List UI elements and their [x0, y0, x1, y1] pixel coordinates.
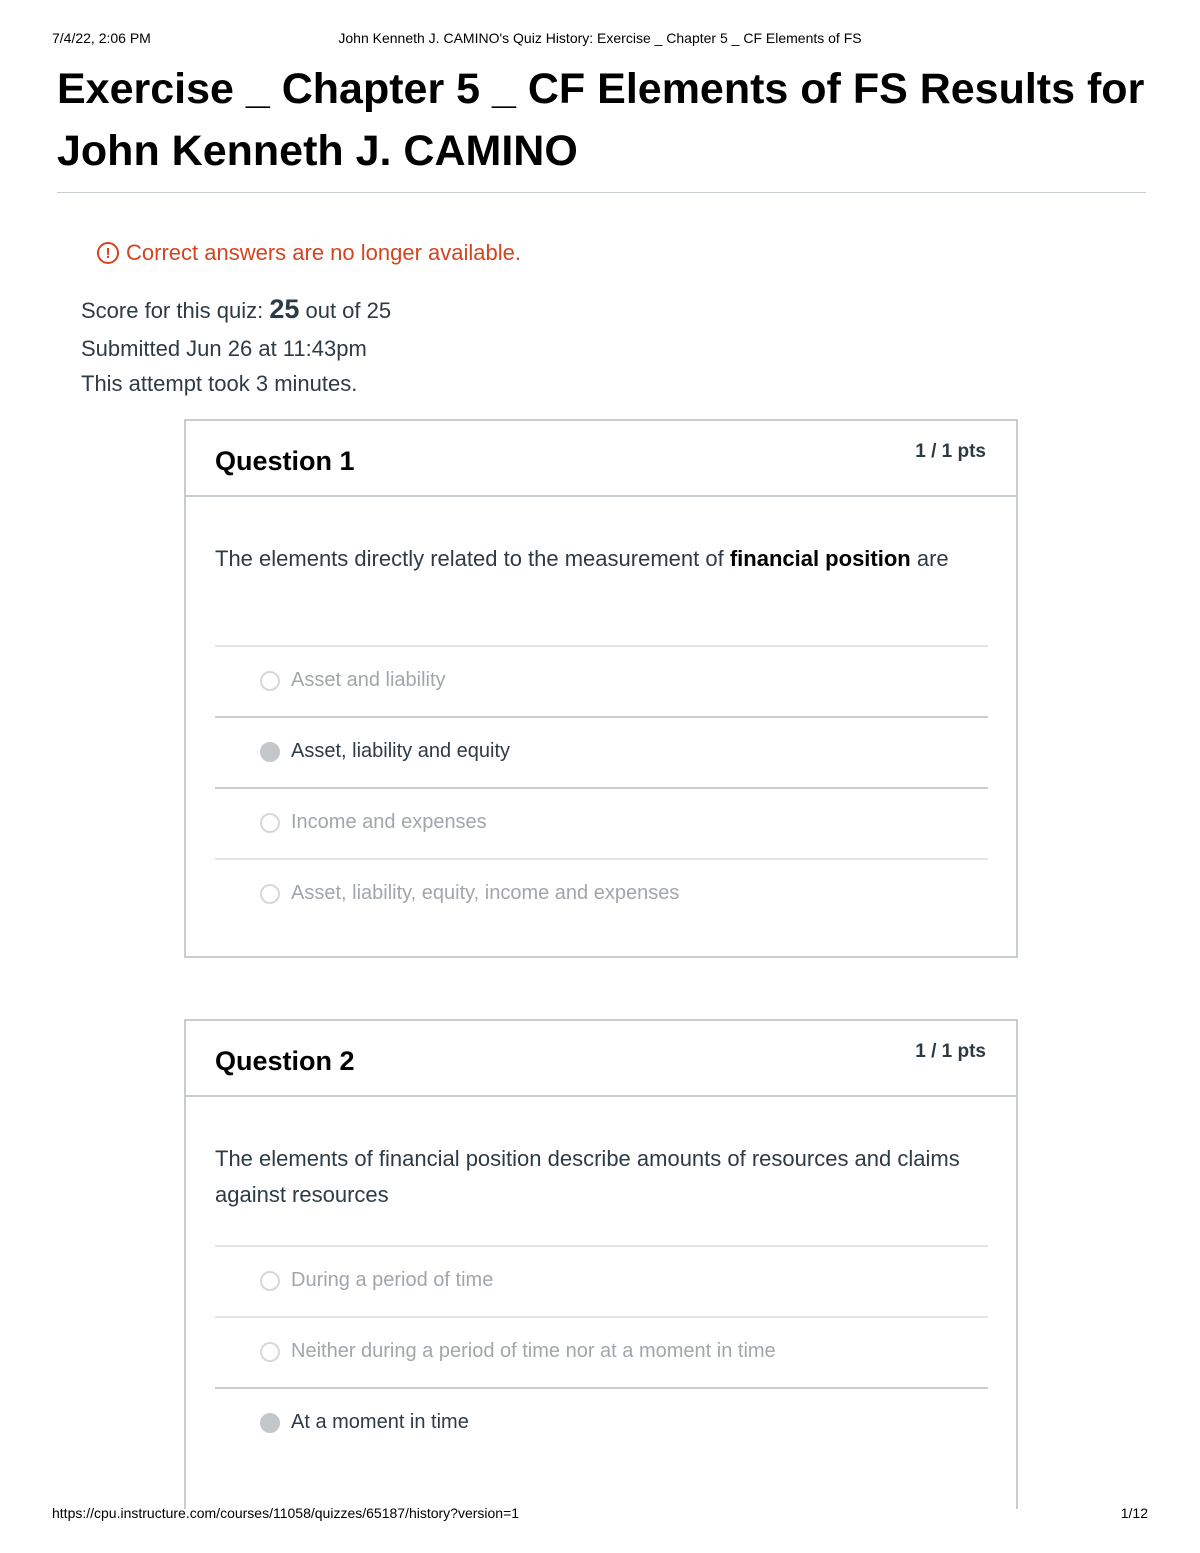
- answer-option[interactable]: [215, 1316, 988, 1387]
- answer-option[interactable]: [215, 1245, 988, 1316]
- submitted-time: Submitted Jun 26 at 11:43pm: [81, 336, 367, 361]
- notice-text: Correct answers are no longer available.: [126, 240, 521, 265]
- answer-label: Neither during a period of time nor at a moment in time: [291, 1340, 776, 1362]
- answer-option[interactable]: [215, 645, 988, 716]
- question-text: [215, 541, 985, 577]
- question-header: [186, 421, 1016, 497]
- question-title: Question 1: [215, 446, 355, 476]
- answer-label: Income and expenses: [291, 811, 487, 833]
- answer-list: [215, 645, 988, 929]
- answer-option[interactable]: [215, 858, 988, 929]
- answer-option[interactable]: [215, 787, 988, 858]
- answer-label: At a moment in time: [291, 1411, 469, 1433]
- question-title: Question 2: [215, 1046, 355, 1076]
- answer-option-selected[interactable]: [215, 1387, 988, 1458]
- answer-label: Asset, liability, equity, income and expenses: [291, 882, 680, 904]
- attempt-duration: This attempt took 3 minutes.: [81, 371, 358, 396]
- print-date: 7/4/22, 2:06 PM: [52, 30, 151, 46]
- score-suffix: out of 25: [305, 298, 392, 323]
- print-footer: [52, 1505, 1148, 1521]
- radio-button-icon[interactable]: [260, 1342, 280, 1362]
- question-points: 1 / 1 pts: [915, 441, 986, 462]
- print-header: [52, 30, 1148, 50]
- radio-button-icon[interactable]: [260, 813, 280, 833]
- radio-button-checked-icon[interactable]: [260, 1413, 280, 1433]
- page-number: 1/12: [1120, 1505, 1148, 1521]
- radio-button-icon[interactable]: [260, 671, 280, 691]
- answer-list: [215, 1245, 988, 1458]
- answer-label: Asset, liability and equity: [291, 740, 511, 762]
- question-points: 1 / 1 pts: [915, 1041, 986, 1062]
- question-text-part: The elements directly related to the measurement of: [215, 546, 724, 571]
- question-text: The elements of financial position describe amounts of resources and claims against resources: [215, 1146, 960, 1207]
- answer-label: During a period of time: [291, 1269, 494, 1291]
- score-label: Score for this quiz:: [81, 298, 264, 323]
- question-card-1: [184, 419, 1018, 958]
- score-value: 25: [269, 294, 300, 324]
- answer-option-selected[interactable]: [215, 716, 988, 787]
- question-header: [186, 1021, 1016, 1097]
- radio-button-icon[interactable]: [260, 884, 280, 904]
- radio-button-checked-icon[interactable]: [260, 742, 280, 762]
- radio-button-icon[interactable]: [260, 1271, 280, 1291]
- page-title: Exercise _ Chapter 5 _ CF Elements of FS Results for John Kenneth J. CAMINO: [57, 65, 1145, 175]
- print-doc-title: John Kenneth J. CAMINO's Quiz History: Exercise _ Chapter 5 _ CF Elements of FS: [338, 30, 862, 46]
- question-text-part: are: [916, 546, 949, 571]
- print-url: https://cpu.instructure.com/courses/11058/quizzes/65187/history?version=1: [52, 1505, 520, 1521]
- answer-label: Asset and liability: [291, 669, 446, 691]
- warning-circle-icon: !: [97, 242, 119, 264]
- quiz-score: [81, 294, 391, 325]
- answers-unavailable-notice: [97, 240, 521, 266]
- question-card-2: [184, 1019, 1018, 1509]
- title-divider: [57, 192, 1146, 193]
- question-text-emphasis: financial position: [729, 546, 911, 571]
